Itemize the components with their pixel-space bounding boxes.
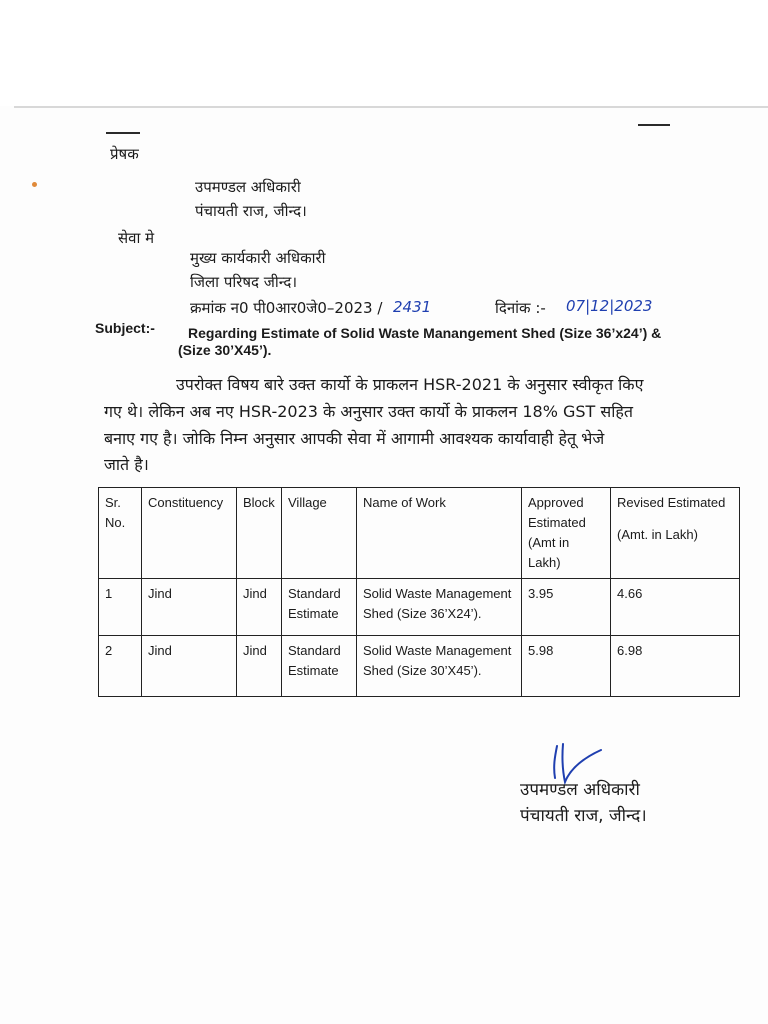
cell-sr: 2 [99,636,142,697]
recipient-designation: मुख्य कार्यकारी अधिकारी [190,249,326,267]
header-approved: Approved Estimated (Amt in Lakh) [522,488,611,579]
cell-approved: 3.95 [522,579,611,636]
table-row [99,636,740,697]
header-constituency: Constituency [142,488,237,579]
recipient-office: जिला परिषद जीन्द। [190,273,298,291]
cell-block: Jind [237,579,282,636]
header-revised-line-1: Revised Estimated [617,495,726,510]
cell-constituency: Jind [142,636,237,697]
header-sr: Sr. No. [99,488,142,579]
header-dash-right [638,124,670,126]
sender-office: पंचायती राज, जीन्द। [195,202,307,220]
subject-line-2: (Size 30’X45’). [178,342,272,358]
cell-village: Standard Estimate [282,636,357,697]
sender-label: प्रेषक [110,145,139,163]
header-dash-left [106,132,140,134]
cell-revised: 4.66 [611,579,740,636]
cell-work: Solid Waste Management Shed (Size 36’X24’). [357,579,522,636]
date-handwritten: 07|12|2023 [566,297,653,315]
body-line-3: बनाए गए है। जोकि निम्न अनुसार आपकी सेवा में आगामी आवश्यक कार्यावाही हेतू भेजे [104,429,605,448]
page-top-edge [14,106,768,108]
signature-designation: उपमण्डल अधिकारी [520,780,640,800]
body-line-4: जाते है। [104,455,149,474]
table-row [99,579,740,636]
cell-approved: 5.98 [522,636,611,697]
cell-block: Jind [237,636,282,697]
subject-line-1: Regarding Estimate of Solid Waste Manangement Shed (Size 36’x24’) & [188,325,662,341]
table-header-row [99,488,740,579]
cell-constituency: Jind [142,579,237,636]
recipient-label: सेवा मे [118,229,155,247]
subject-label: Subject:- [95,320,155,336]
cell-work: Solid Waste Management Shed (Size 30’X45’). [357,636,522,697]
body-line-1: उपरोक्त विषय बारे उक्त कार्यो के प्राकलन HSR-2021 के अनुसार स्वीकृत किए [176,375,644,394]
cell-sr: 1 [99,579,142,636]
estimate-table [98,487,740,697]
header-work: Name of Work [357,488,522,579]
ink-spot [32,182,37,187]
signature-office: पंचायती राज, जीन्द। [520,806,647,826]
body-line-2: गए थे। लेकिन अब नए HSR-2023 के अनुसार उक्त कार्यो के प्राकलन 18% GST सहित [104,402,633,421]
date-label: दिनांक :- [495,299,546,317]
cell-village: Standard Estimate [282,579,357,636]
cell-revised: 6.98 [611,636,740,697]
header-revised [611,488,740,579]
header-block: Block [237,488,282,579]
header-village: Village [282,488,357,579]
reference-number-prefix: क्रमांक न0 पी0आर0जे0–2023 / [190,299,383,317]
reference-number-handwritten: 2431 [393,298,432,316]
sender-designation: उपमण्डल अधिकारी [195,178,301,196]
header-revised-line-2: (Amt. in Lakh) [617,527,698,542]
